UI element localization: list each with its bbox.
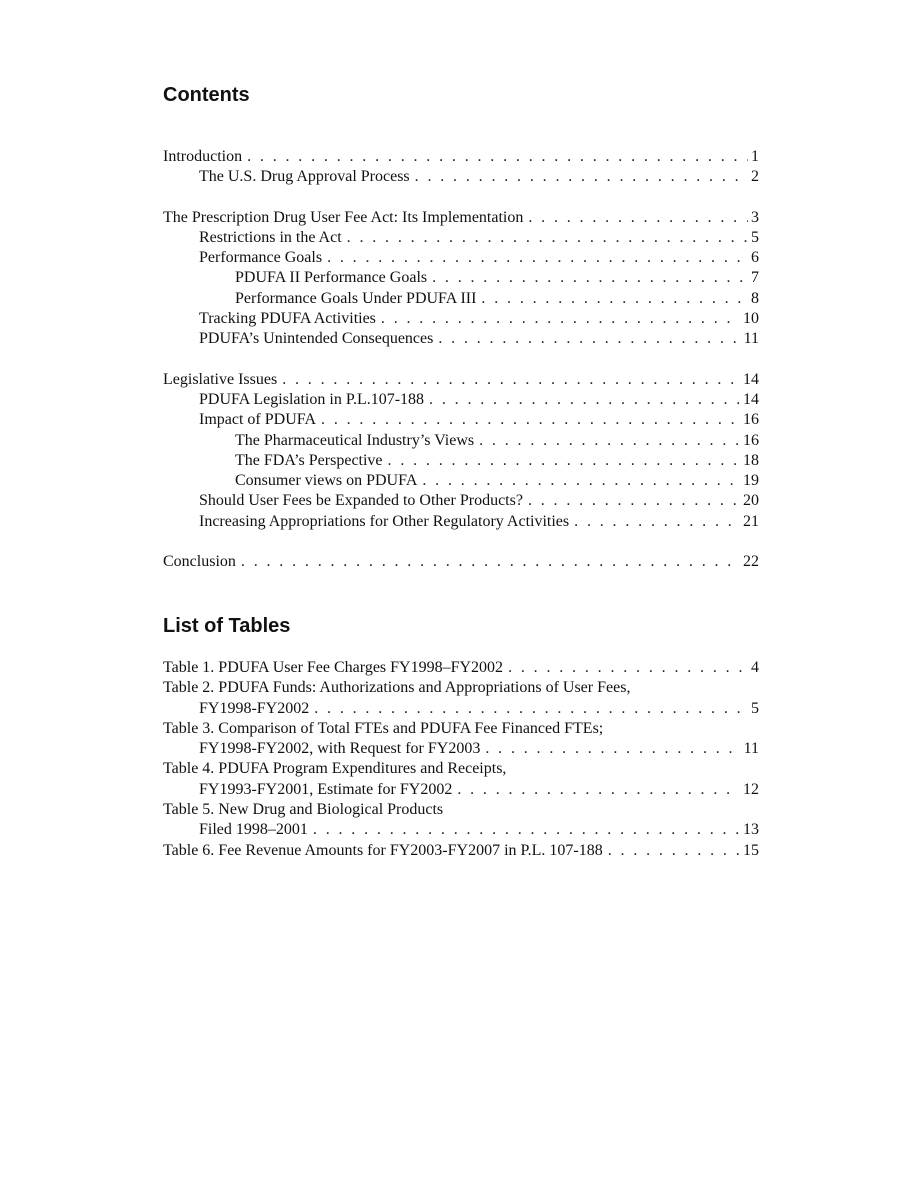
- toc-entry-page: 1: [751, 148, 759, 165]
- toc-entry[interactable]: [163, 228, 759, 248]
- table-entry-title: FY1998-FY2002, with Request for FY2003: [199, 740, 481, 758]
- dot-leader: [457, 780, 740, 800]
- toc-entry-title: Performance Goals: [199, 249, 323, 267]
- toc-entry-title: PDUFA Legislation in P.L.107-188: [199, 390, 425, 408]
- dot-leader: [388, 451, 740, 471]
- table-entry-title: Filed 1998–2001: [199, 821, 308, 839]
- table-entry[interactable]: [163, 800, 759, 841]
- table-entry-last-line: [163, 841, 759, 861]
- toc-entry-page: 3: [751, 208, 759, 226]
- dot-leader: [247, 147, 748, 167]
- toc-entry-page: 5: [751, 228, 759, 246]
- dot-leader: [508, 658, 748, 678]
- toc-entry-title: Introduction: [163, 148, 243, 165]
- table-entry-line: Table 3. Comparison of Total FTEs and PDUFA Fee Financed FTEs;: [163, 719, 604, 737]
- dot-leader: [528, 491, 740, 511]
- dot-leader: [479, 431, 740, 451]
- toc-entry-page: 18: [743, 451, 759, 469]
- toc-entry-title: The Pharmaceutical Industry’s Views: [235, 431, 475, 449]
- toc-entry-page: 10: [743, 310, 759, 328]
- tables-list: [163, 658, 759, 861]
- toc-entry-page: 22: [743, 553, 759, 571]
- table-entry-last-line: [163, 699, 759, 719]
- toc-entry[interactable]: [163, 491, 759, 511]
- dot-leader: [241, 552, 740, 572]
- toc-entry[interactable]: [163, 431, 759, 451]
- toc-entry-title: The U.S. Drug Approval Process: [199, 168, 410, 186]
- table-entry-page: 5: [751, 699, 759, 717]
- dot-leader: [327, 248, 748, 268]
- toc-entry-page: 21: [743, 512, 759, 530]
- table-entry-last-line: [163, 820, 759, 840]
- dot-leader: [422, 471, 740, 491]
- toc-entry-page: 8: [751, 289, 759, 307]
- table-entry-last-line: [163, 739, 759, 759]
- toc-entry-page: 16: [743, 411, 759, 429]
- contents-heading: Contents: [163, 84, 250, 106]
- toc-entry-title: Restrictions in the Act: [199, 228, 342, 246]
- toc-entry[interactable]: [163, 512, 759, 532]
- table-entry[interactable]: [163, 658, 759, 678]
- dot-leader: [574, 512, 740, 532]
- toc-entry[interactable]: [163, 370, 759, 390]
- table-entry-page: 12: [743, 780, 759, 798]
- toc-entry[interactable]: [163, 248, 759, 268]
- table-entry-title: Table 6. Fee Revenue Amounts for FY2003-FY2007 in P.L. 107-188: [163, 841, 603, 859]
- dot-leader: [429, 390, 740, 410]
- dot-leader: [415, 167, 748, 187]
- toc-entry-page: 16: [743, 431, 759, 449]
- toc-entry-title: Impact of PDUFA: [199, 411, 317, 429]
- dot-leader: [313, 820, 740, 840]
- toc-entry-title: The FDA’s Perspective: [235, 451, 383, 469]
- section-gap: [163, 188, 759, 208]
- dot-leader: [608, 841, 740, 861]
- toc-entry-page: 2: [751, 168, 759, 186]
- toc-entry[interactable]: [163, 309, 759, 329]
- table-entry-page: 4: [751, 659, 759, 676]
- dot-leader: [528, 208, 748, 228]
- contents-list: [163, 147, 759, 572]
- toc-entry[interactable]: [163, 471, 759, 491]
- dot-leader: [282, 370, 740, 390]
- dot-leader: [314, 699, 748, 719]
- table-entry-page: 13: [743, 821, 759, 839]
- table-entry-page: 15: [743, 841, 759, 859]
- toc-entry-page: 14: [743, 390, 759, 408]
- table-entry[interactable]: [163, 841, 759, 861]
- toc-entry-title: Consumer views on PDUFA: [235, 472, 418, 490]
- toc-entry-page: 11: [743, 330, 759, 348]
- dot-leader: [481, 289, 748, 309]
- table-entry-title: FY1993-FY2001, Estimate for FY2002: [199, 780, 453, 798]
- table-entry-last-line: [163, 780, 759, 800]
- table-entry-title: FY1998-FY2002: [199, 699, 310, 717]
- toc-entry[interactable]: [163, 390, 759, 410]
- table-entry-page: 11: [743, 740, 759, 758]
- table-entry-line: Table 4. PDUFA Program Expenditures and Receipts,: [163, 760, 507, 778]
- dot-leader: [432, 268, 748, 288]
- list-of-tables-heading: List of Tables: [163, 615, 291, 637]
- toc-entry-page: 7: [751, 269, 759, 287]
- dot-leader: [485, 739, 740, 759]
- toc-entry-page: 19: [743, 472, 759, 490]
- toc-entry-title: Tracking PDUFA Activities: [199, 310, 376, 328]
- toc-entry-title: The Prescription Drug User Fee Act: Its Implementation: [163, 208, 524, 226]
- dot-leader: [438, 329, 740, 349]
- toc-entry-title: PDUFA’s Unintended Consequences: [199, 330, 434, 348]
- table-entry[interactable]: [163, 759, 759, 800]
- toc-entry[interactable]: [163, 552, 759, 572]
- toc-entry[interactable]: [163, 451, 759, 471]
- dot-leader: [347, 228, 748, 248]
- table-entry-line: Table 5. New Drug and Biological Products: [163, 801, 444, 819]
- toc-entry-title: Increasing Appropriations for Other Regulatory Activities: [199, 512, 570, 530]
- toc-entry-title: PDUFA II Performance Goals: [235, 269, 428, 287]
- toc-entry[interactable]: [163, 167, 759, 187]
- table-entry[interactable]: [163, 678, 759, 719]
- toc-entry[interactable]: [163, 289, 759, 309]
- toc-entry-title: Should User Fees be Expanded to Other Products?: [199, 492, 523, 510]
- table-entry-last-line: [163, 658, 759, 678]
- dot-leader: [321, 410, 740, 430]
- toc-entry-page: 14: [743, 370, 759, 388]
- toc-entry[interactable]: [163, 410, 759, 430]
- table-entry[interactable]: [163, 719, 759, 760]
- section-gap: [163, 532, 759, 552]
- toc-entry[interactable]: [163, 268, 759, 288]
- table-entry-title: Table 1. PDUFA User Fee Charges FY1998–FY2002: [163, 659, 504, 676]
- dot-leader: [381, 309, 740, 329]
- toc-entry-page: 6: [751, 249, 759, 267]
- toc-entry-page: 20: [743, 492, 759, 510]
- section-gap: [163, 350, 759, 370]
- toc-entry-title: Legislative Issues: [163, 370, 278, 388]
- toc-entry-title: Conclusion: [163, 553, 236, 571]
- toc-entry-title: Performance Goals Under PDUFA III: [235, 289, 477, 307]
- toc-entry[interactable]: [163, 147, 759, 167]
- table-entry-line: Table 2. PDUFA Funds: Authorizations and Appropriations of User Fees,: [163, 679, 631, 697]
- toc-entry[interactable]: [163, 329, 759, 349]
- toc-entry[interactable]: [163, 208, 759, 228]
